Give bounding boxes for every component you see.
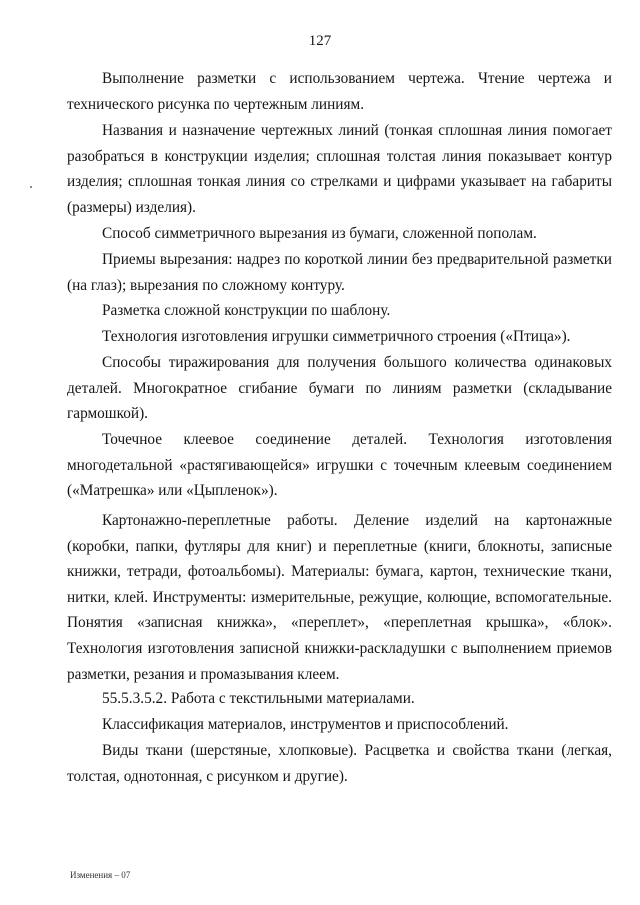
paragraph-bookbinding: Картонажно-переплетные работы. Деление изделий на картонажные (коробки, папки, футляры для книг) и переплетные (книги, блокноты, записные книжки, тетради, фотоальбомы). Материалы: бумага, картон, технические ткани, нитки, клей. Инструменты: измерительные, режущие, колющие, вспомогательные. Понятия «записная книжка», «переплет», «переплетная крышка», «блок». Технология изготовления записной книжки-раскладушки с выполнением приемов разметки, резания и промазывания клеем.	[67, 512, 612, 683]
paragraph-spot-gluing: Точечное клеевое соединение деталей. Технология изготовления многодетальной «растягивающейся» игрушки с точечным клеевым соединением («Матрешка» или «Цыпленок»).	[67, 431, 612, 500]
paragraph-cutting-techniques: Приемы вырезания: надрез по короткой линии без предварительной разметки (на глаз); вырезания по сложному контуру.	[67, 251, 612, 294]
scan-mark	[30, 186, 32, 188]
paragraph-marking-drawing: Выполнение разметки с использованием чертежа. Чтение чертежа и технического рисунка по чертежным линиям.	[67, 70, 612, 113]
paragraph-symmetric-cutting: Способ симметричного вырезания из бумаги, сложенной пополам.	[102, 225, 537, 242]
paragraph-bird-toy: Технология изготовления игрушки симметричного строения («Птица»).	[102, 328, 571, 345]
page-footer: Изменения – 07	[70, 870, 131, 880]
paragraph-classification: Классификация материалов, инструментов и приспособлений.	[102, 716, 509, 733]
section-heading-textiles: 55.5.3.5.2. Работа с текстильными материалами.	[102, 690, 415, 707]
paragraph-drawing-lines: Названия и назначение чертежных линий (тонкая сплошная линия помогает разобраться в конструкции изделия; сплошная толстая линия показывает контур изделия; сплошная тонкая линия со стрелками и цифрами указывает на габариты (размеры) изделия).	[67, 122, 612, 216]
page-number: 127	[308, 33, 332, 49]
paragraph-template-marking: Разметка сложной конструкции по шаблону.	[102, 302, 391, 319]
paragraph-fabric-types: Виды ткани (шерстяные, хлопковые). Расцветка и свойства ткани (легкая, толстая, однотонная, с рисунком и другие).	[67, 742, 612, 785]
paragraph-replication: Способы тиражирования для получения большого количества одинаковых деталей. Многократное сгибание бумаги по линиям разметки (складывание гармошкой).	[67, 354, 612, 423]
